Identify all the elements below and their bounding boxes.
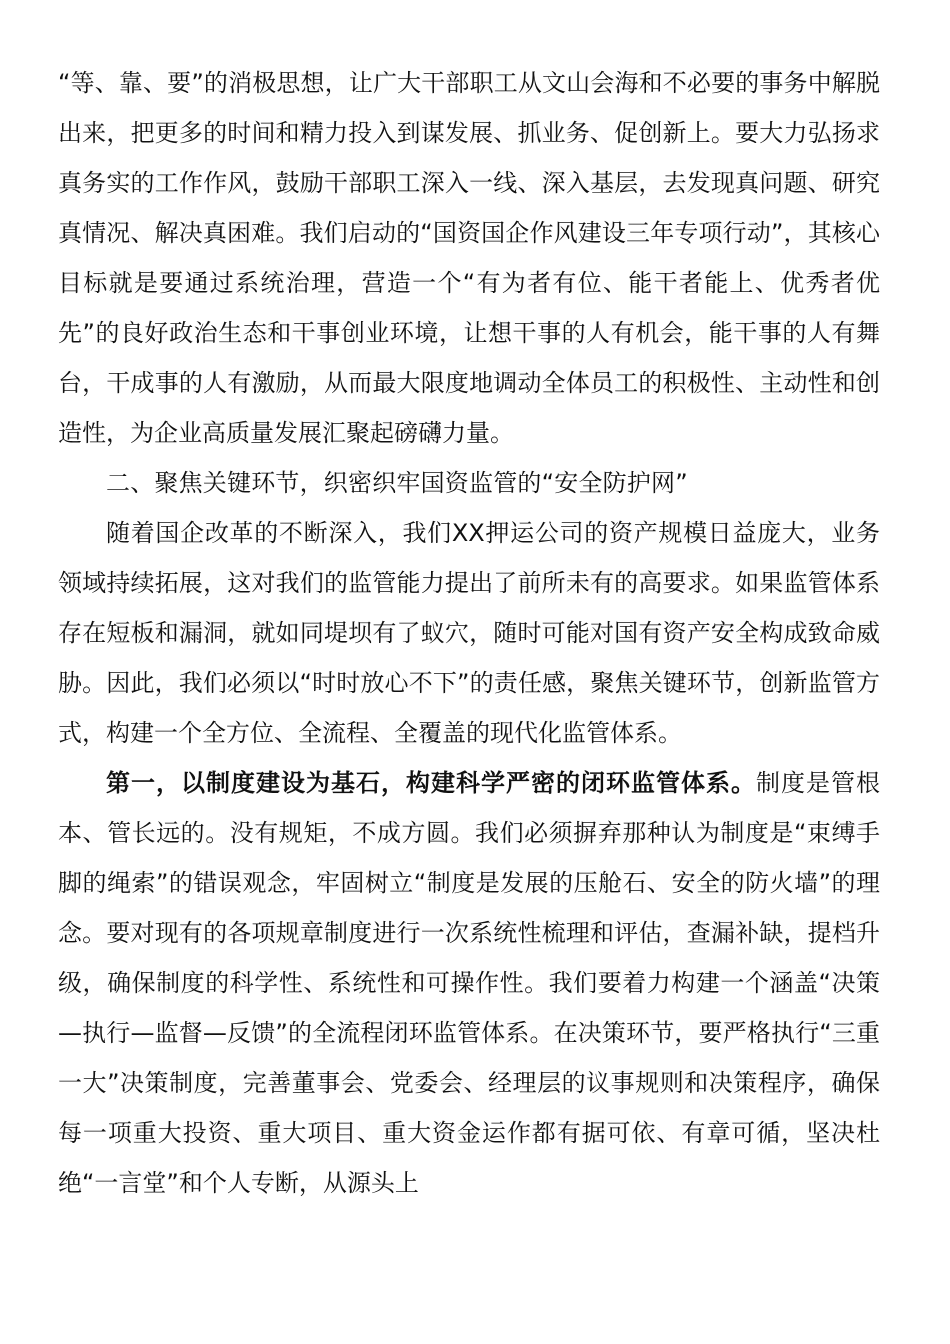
first-point-lead: 第一，以制度建设为基石，构建科学严密的闭环监管体系。 (106, 769, 756, 797)
paragraph-supervision-intro: 随着国企改革的不断深入，我们XX押运公司的资产规模日益庞大，业务领域持续拓展，这对我们的监管能力提出了前所未有的高要求。如果监管体系存在短板和漏洞，就如同堤坝有了蚁穴，随时可能对国有资产安全构成致命威胁。因此，我们必须以“时时放心不下”的责任感，聚焦关键环节，创新监管方式，构建一个全方位、全流程、全覆盖的现代化监管体系。 (58, 519, 880, 747)
paragraph-first-point (58, 758, 880, 1208)
paragraph-work-style: “等、靠、要”的消极思想，让广大干部职工从文山会海和不必要的事务中解脱出来，把更多的时间和精力投入到谋发展、抓业务、促创新上。要大力弘扬求真务实的工作作风，鼓励干部职工深入一线、深入基层，去发现真问题、研究真情况、解决真困难。我们启动的“国资国企作风建设三年专项行动”，其核心目标就是要通过系统治理，营造一个“有为者有位、能干者能上、优秀者优先”的良好政治生态和干事创业环境，让想干事的人有机会，能干事的人有舞台，干成事的人有激励，从而最大限度地调动全体员工的积极性、主动性和创造性，为企业高质量发展汇聚起磅礴力量。 (58, 69, 880, 447)
first-point-body: 制度是管根本、管长远的。没有规矩，不成方圆。我们必须摒弃那种认为制度是“束缚手脚的绳索”的错误观念，牢固树立“制度是发展的压舱石、安全的防火墙”的理念。要对现有的各项规章制度进行一次系统性梳理和评估，查漏补缺，提档升级，确保制度的科学性、系统性和可操作性。我们要着力构建一个涵盖“决策—执行—监督—反馈”的全流程闭环监管体系。在决策环节，要严格执行“三重一大”决策制度，完善董事会、党委会、经理层的议事规则和决策程序，确保每一项重大投资、重大项目、重大资金运作都有据可依、有章可循，坚决杜绝“一言堂”和个人专断，从源头上 (58, 769, 880, 1197)
section-heading-2: 二、聚焦关键环节，织密织牢国资监管的“安全防护网” (106, 469, 688, 497)
